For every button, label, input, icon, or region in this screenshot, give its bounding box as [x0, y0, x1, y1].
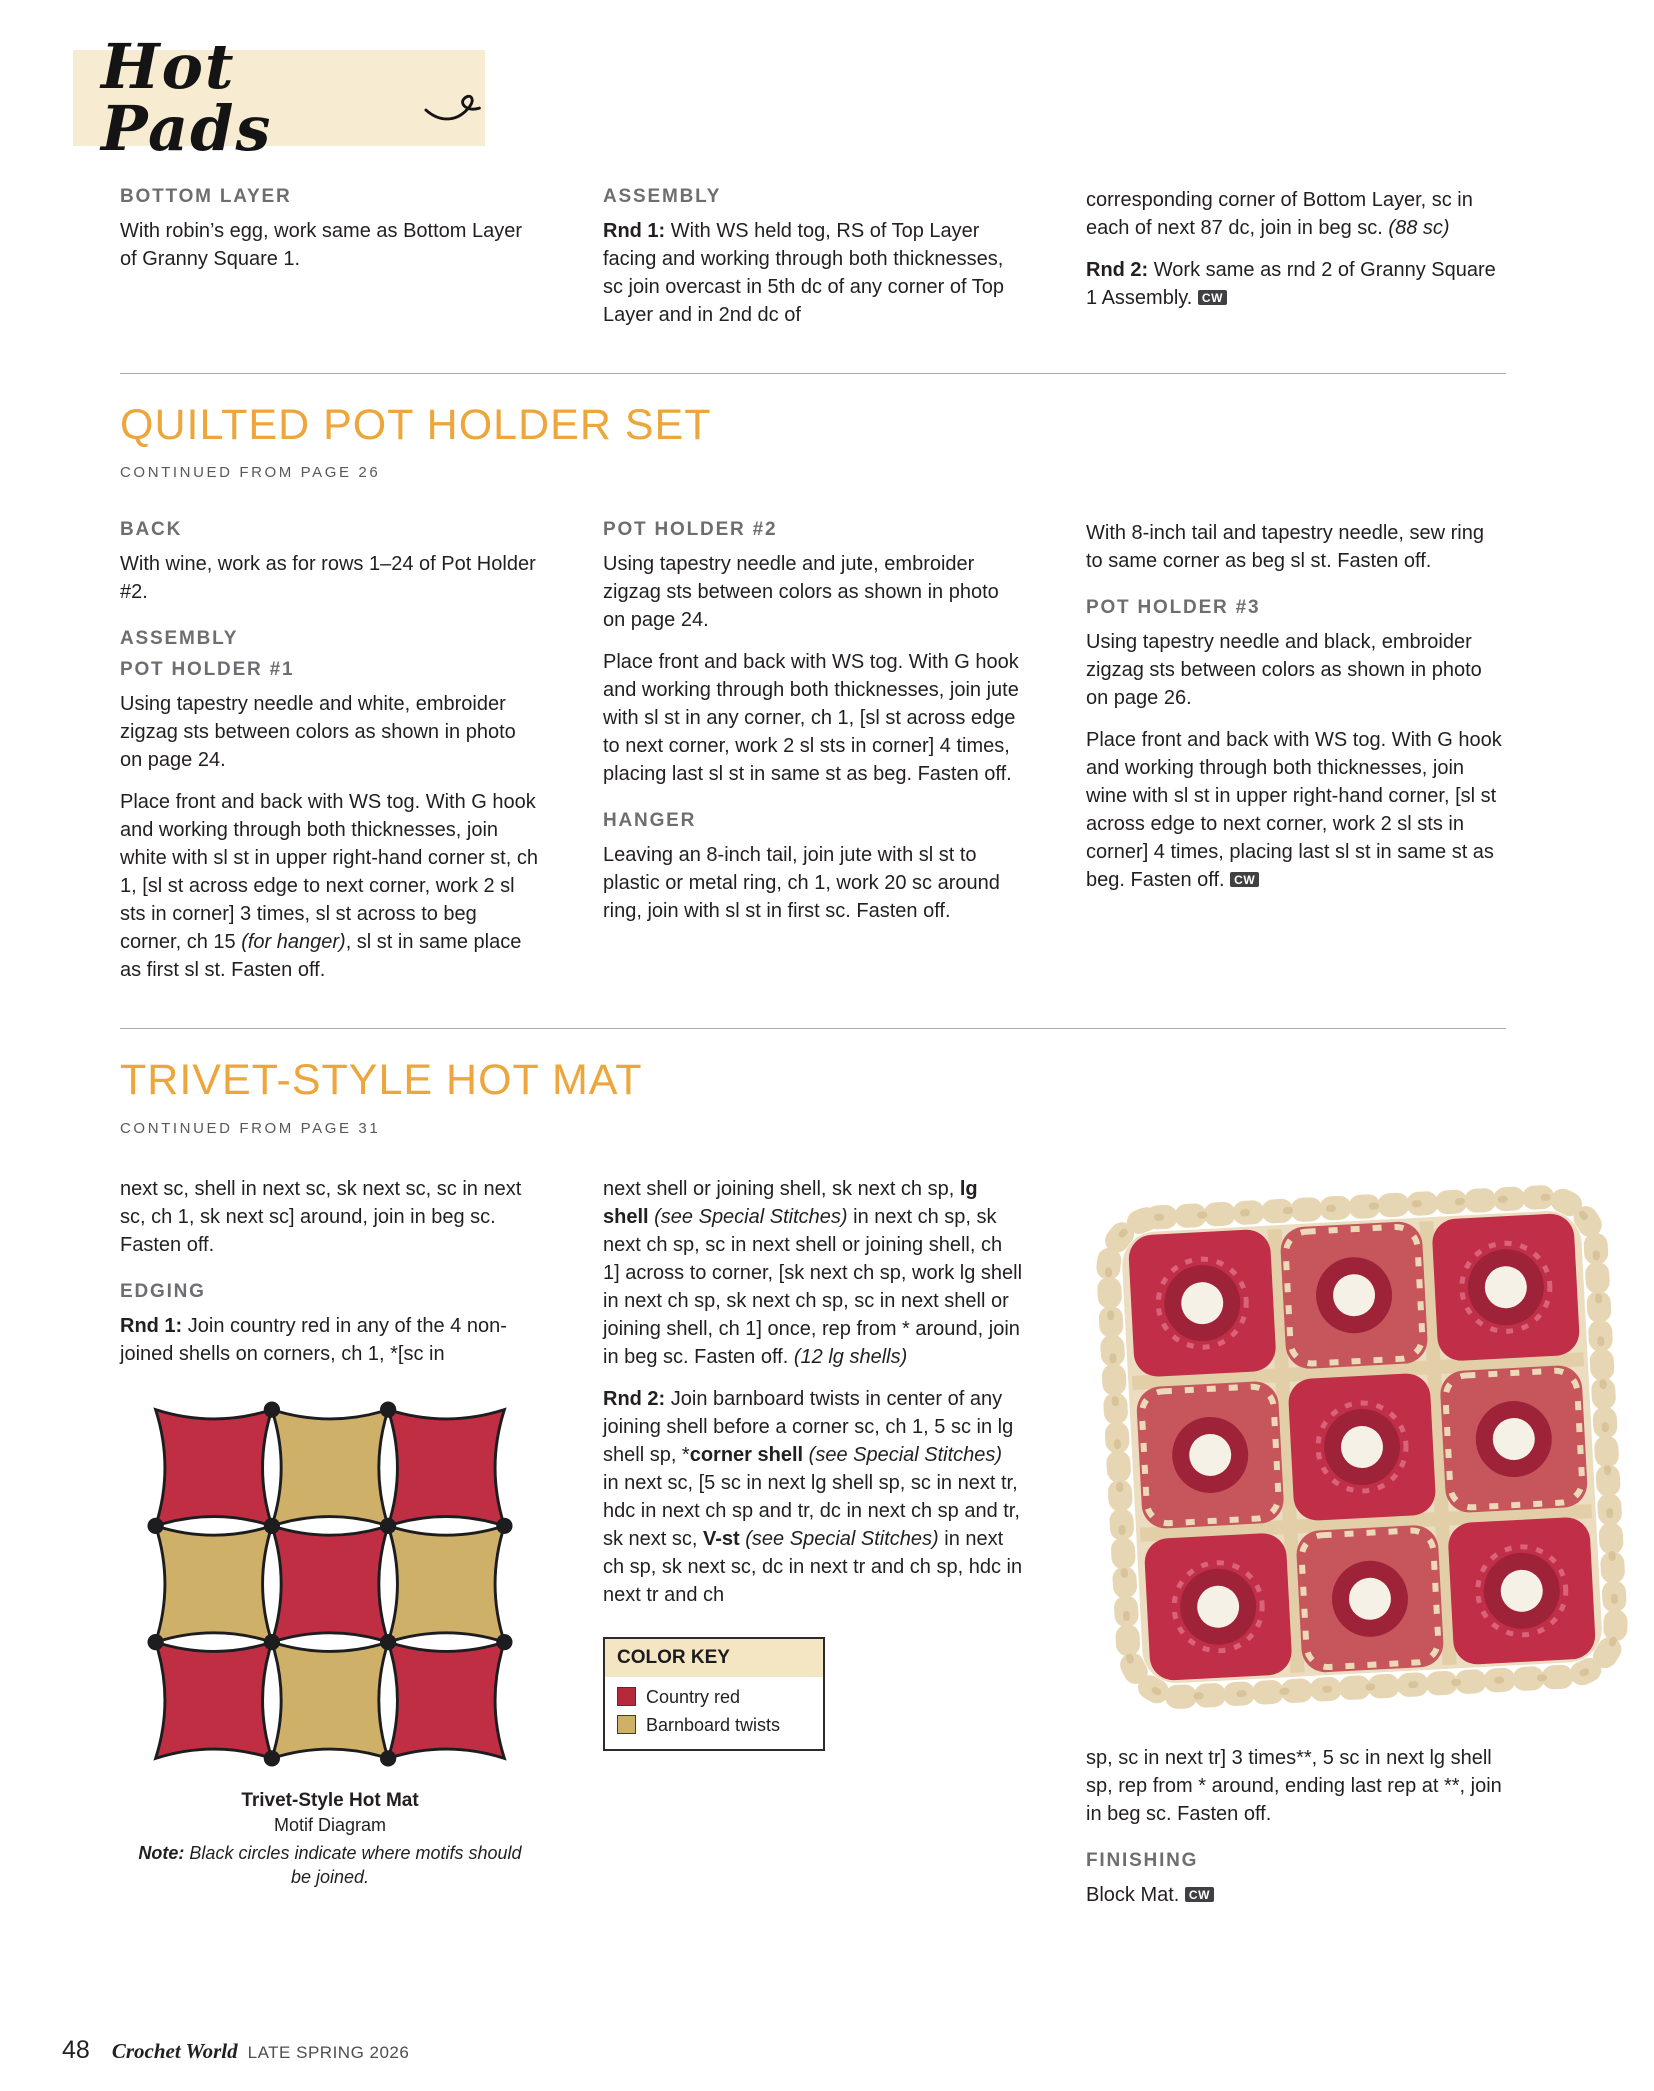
- hanger-heading: HANGER: [603, 810, 697, 832]
- granny-col-3: [1086, 186, 1506, 343]
- hanger-continued-paragraph: With 8-inch tail and tapestry needle, sew ring to same corner as beg sl st. Fasten off.: [1086, 522, 1484, 573]
- motif-diagram: [144, 1398, 516, 1770]
- trivet-rnd2-continued-paragraph: sp, sc in next tr] 3 times**, 5 sc in next lg shell sp, rep from * around, ending last rep at **, join in beg sc. Fasten off.: [1086, 1746, 1502, 1825]
- edging-rnd1-paragraph: Rnd 1: Join country red in any of the 4 non-joined shells on corners, ch 1, *[sc in: [120, 1314, 507, 1365]
- barnboard-label: Barnboard twists: [646, 1714, 781, 1735]
- trivet-hot-mat-title: TRIVET-STYLE HOT MAT: [120, 1056, 643, 1105]
- quilted-section: [120, 519, 1506, 998]
- country-red-label: Country red: [646, 1686, 741, 1707]
- quilted-col-1: [120, 519, 540, 998]
- pot-holder-1-paragraph-1: Using tapestry needle and white, embroider zigzag sts between colors as shown in photo on page 24.: [120, 693, 516, 772]
- diagram-caption-note: Note: Black circles indicate where motifs should be joined.: [138, 1842, 522, 1887]
- country-red-swatch: [617, 1687, 636, 1706]
- pot-holder-1-heading: POT HOLDER #1: [120, 659, 295, 681]
- page-footer: [62, 2036, 409, 2065]
- section-divider: [120, 373, 1506, 374]
- bottom-layer-heading: BOTTOM LAYER: [120, 186, 292, 207]
- logo-swash-icon: [424, 90, 485, 132]
- hot-mat-photo: [1070, 1175, 1650, 1730]
- motif-cell-7: [272, 1642, 388, 1758]
- pot-holder-2-heading: POT HOLDER #2: [603, 519, 778, 541]
- pot-holder-2-paragraph-1: Using tapestry needle and jute, embroider zigzag sts between colors as shown in photo on page 24.: [603, 553, 999, 632]
- granny-col-1: [120, 186, 540, 343]
- assembly-heading-2: ASSEMBLY: [120, 628, 239, 650]
- barnboard-swatch: [617, 1715, 636, 1734]
- section-divider-2: [120, 1028, 1506, 1029]
- color-key-item-country-red: [605, 1683, 823, 1711]
- trivet-section: [120, 1175, 1506, 1923]
- granny-square-section: [120, 186, 1506, 343]
- motif-cell-2: [388, 1410, 504, 1526]
- edging-rnd2-paragraph: Rnd 2: Join barnboard twists in center of any joining shell before a corner sc, ch 1, 5 sc in lg shell sp, *corner shell (see Special Stitches) in next sc, [5 sc in next lg shell sp, sc in next tr, hdc in next ch sp and tr, dc in next ch sp and tr, sk next sc, V-st (see Special Stitches) in next ch sp, sk next sc, dc in next tr and ch sp, hdc in next tr and ch: [603, 1387, 1023, 1606]
- hot-pads-logo-text: Hot Pads: [101, 30, 273, 165]
- issue-name: LATE SPRING 2026: [247, 2043, 410, 2062]
- quilted-col-2: [603, 519, 1023, 998]
- trivet-paragraph-1: next sc, shell in next sc, sk next sc, sc in next sc, ch 1, sk next sc] around, join in beg sc. Fasten off.: [120, 1177, 522, 1256]
- diagram-caption-subtitle: Motif Diagram: [273, 1814, 387, 1835]
- motif-cell-8: [388, 1642, 504, 1758]
- trivet-col-3: [1086, 1175, 1506, 1923]
- quilted-pot-holder-title: QUILTED POT HOLDER SET: [120, 401, 712, 449]
- assembly-rnd2-paragraph: Rnd 2: Work same as rnd 2 of Granny Square 1 Assembly. CW: [1086, 259, 1496, 309]
- edging-heading: EDGING: [120, 1280, 206, 1302]
- pot-holder-3-heading: POT HOLDER #3: [1086, 597, 1261, 619]
- finishing-paragraph: Block Mat. CW: [1086, 1881, 1506, 1909]
- pot-holder-2-paragraph-2: Place front and back with WS tog. With G hook and working through both thicknesses, join jute with sl st in any corner, ch 1, [sl st across edge to next corner, work 2 sl sts in corner] 4 times, placing last sl st in same st as beg. Fasten off.: [603, 651, 1019, 786]
- page-number: 48: [62, 2036, 90, 2064]
- magazine-name: Crochet World: [111, 2039, 238, 2063]
- finishing-heading: FINISHING: [1086, 1849, 1199, 1871]
- trivet-col-2: [603, 1175, 1023, 1923]
- color-key-title: COLOR KEY: [605, 1639, 823, 1677]
- quilted-col-3: [1086, 519, 1506, 998]
- pot-holder-3-paragraph-2: Place front and back with WS tog. With G hook and working through both thicknesses, join wine with sl st in upper right-hand corner, [sl st across edge to next corner, work 2 sl sts in corner] 4 times, placing last sl st in same st as beg. Fasten off. CW: [1086, 729, 1502, 892]
- back-paragraph: With wine, work as for rows 1–24 of Pot Holder #2.: [120, 553, 536, 604]
- diagram-caption-title: Trivet-Style Hot Mat: [241, 1789, 419, 1811]
- color-key-item-barnboard: [605, 1711, 823, 1739]
- motif-cell-6: [156, 1642, 272, 1758]
- motif-diagram-block: [135, 1398, 525, 1889]
- motif-cell-5: [388, 1526, 504, 1642]
- pot-holder-1-paragraph-2: Place front and back with WS tog. With G hook and working through both thicknesses, join white with sl st in upper right-hand corner st, ch 1, [sl st across edge to next corner, work 2 sl sts in corner] 3 times, sl st across to beg corner, ch 15 (for hanger), sl st in same place as first sl st. Fasten off.: [120, 791, 538, 982]
- color-key-box: [603, 1637, 825, 1751]
- hot-pads-logo-band: [73, 30, 485, 165]
- edging-rnd1-continued-paragraph: next shell or joining shell, sk next ch sp, lg shell (see Special Stitches) in next ch sp, sk next ch sp, sc in next shell or joining shell, ch 1] across to corner, [sk next ch sp, work lg shell in next ch sp, sk next ch sp, sc in next shell or joining shell, ch 1] once, rep from * around, join in beg sc. Fasten off. (12 lg shells): [603, 1177, 1023, 1368]
- trivet-continued-note: CONTINUED FROM PAGE 31: [120, 1119, 381, 1137]
- page-content: [120, 186, 1506, 1923]
- assembly-rnd1-paragraph: Rnd 1: With WS held tog, RS of Top Layer facing and working through both thicknesses, sc join overcast in 5th dc of any corner of Top Layer and in 2nd dc of: [603, 220, 1004, 326]
- motif-cell-4: [272, 1526, 388, 1642]
- hot-mat-photo-graphic: [1070, 1175, 1650, 1725]
- bottom-layer-paragraph: With robin’s egg, work same as Bottom Layer of Granny Square 1.: [120, 220, 523, 270]
- trivet-col-1: [120, 1175, 540, 1923]
- back-heading: BACK: [120, 519, 183, 541]
- pot-holder-3-paragraph-1: Using tapestry needle and black, embroider zigzag sts between colors as shown in photo on page 26.: [1086, 631, 1482, 710]
- assembly-heading: ASSEMBLY: [603, 186, 722, 207]
- color-key-body: [605, 1677, 823, 1749]
- motif-cell-3: [156, 1526, 272, 1642]
- quilted-continued-note: CONTINUED FROM PAGE 26: [120, 464, 381, 482]
- assembly-continued-paragraph: corresponding corner of Bottom Layer, sc in each of next 87 dc, join in beg sc. (88 sc): [1086, 189, 1473, 239]
- motif-cell-1: [272, 1410, 388, 1526]
- hanger-paragraph: Leaving an 8-inch tail, join jute with sl st to plastic or metal ring, ch 1, work 20 sc around ring, join with sl st in first sc. Fasten off.: [603, 844, 1000, 923]
- motif-cell-0: [156, 1410, 272, 1526]
- granny-col-2: [603, 186, 1023, 343]
